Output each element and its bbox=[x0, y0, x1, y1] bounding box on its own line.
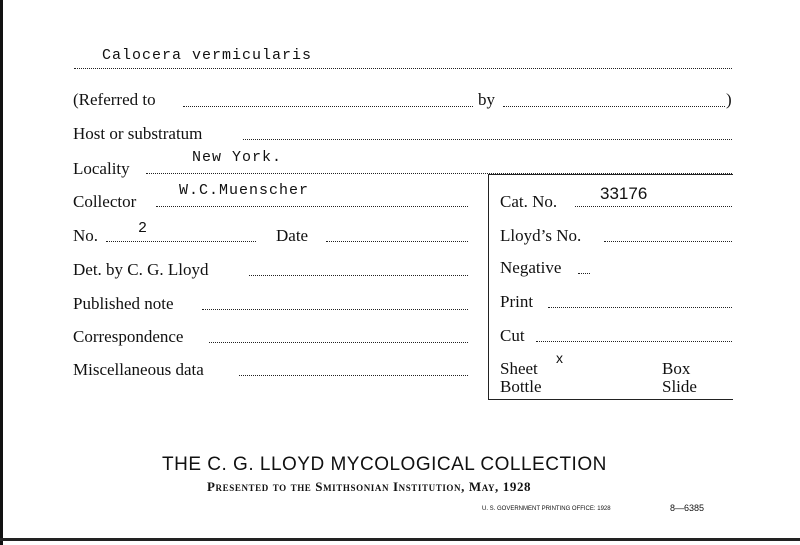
misc-data-label: Miscellaneous data bbox=[73, 360, 204, 379]
cut-line bbox=[536, 341, 732, 342]
collection-title: THE C. G. LLOYD MYCOLOGICAL COLLECTION bbox=[162, 454, 607, 475]
negative-line bbox=[578, 273, 590, 274]
collection-subtitle: Presented to the Smithsonian Institution, May, 1928 bbox=[207, 479, 532, 494]
date-label: Date bbox=[276, 226, 309, 245]
published-note-label: Published note bbox=[73, 294, 174, 313]
collector-line bbox=[156, 206, 468, 207]
closing-paren: ) bbox=[726, 90, 732, 109]
sheet-label: Sheet bbox=[500, 359, 538, 378]
species-name: Calocera vermicularis bbox=[102, 47, 313, 64]
correspondence-line bbox=[209, 342, 468, 343]
correspondence-label: Correspondence bbox=[73, 327, 184, 346]
scan-bottom-edge bbox=[0, 538, 800, 541]
cat-no-value: 33176 bbox=[600, 184, 648, 203]
host-label: Host or substratum bbox=[73, 124, 203, 143]
no-label: No. bbox=[73, 226, 99, 245]
collector-label: Collector bbox=[73, 192, 137, 211]
referred-to-line bbox=[183, 106, 473, 107]
species-line bbox=[74, 68, 732, 69]
misc-data-line bbox=[239, 375, 468, 376]
printing-office-note: U. S. GOVERNMENT PRINTING OFFICE: 1928 bbox=[482, 506, 611, 512]
det-by-label: Det. by C. G. Lloyd bbox=[73, 260, 209, 279]
lloyds-no-line bbox=[604, 241, 732, 242]
by-line bbox=[503, 106, 725, 107]
by-label: by bbox=[478, 90, 495, 109]
cat-no-line bbox=[575, 206, 732, 207]
box-label: Box bbox=[662, 359, 691, 378]
locality-label: Locality bbox=[73, 159, 130, 178]
date-line bbox=[326, 241, 468, 242]
referred-to-label: (Referred to bbox=[73, 90, 156, 109]
sheet-mark: x bbox=[556, 350, 563, 366]
form-number: 8—6385 bbox=[670, 503, 705, 513]
bottle-label: Bottle bbox=[500, 377, 542, 396]
cut-label: Cut bbox=[500, 326, 525, 345]
no-line bbox=[106, 241, 256, 242]
cat-no-label: Cat. No. bbox=[500, 192, 558, 211]
print-line bbox=[548, 307, 732, 308]
slide-label: Slide bbox=[662, 377, 697, 396]
det-by-line bbox=[249, 275, 468, 276]
locality-value: New York. bbox=[192, 149, 283, 166]
no-value: 2 bbox=[138, 220, 149, 237]
print-label: Print bbox=[500, 292, 534, 311]
collector-value: W.C.Muenscher bbox=[179, 182, 310, 199]
scan-left-edge bbox=[0, 0, 3, 545]
published-note-line bbox=[202, 309, 468, 310]
host-line bbox=[243, 139, 732, 140]
negative-label: Negative bbox=[500, 258, 562, 277]
lloyds-no-label: Lloyd’s No. bbox=[500, 226, 582, 245]
